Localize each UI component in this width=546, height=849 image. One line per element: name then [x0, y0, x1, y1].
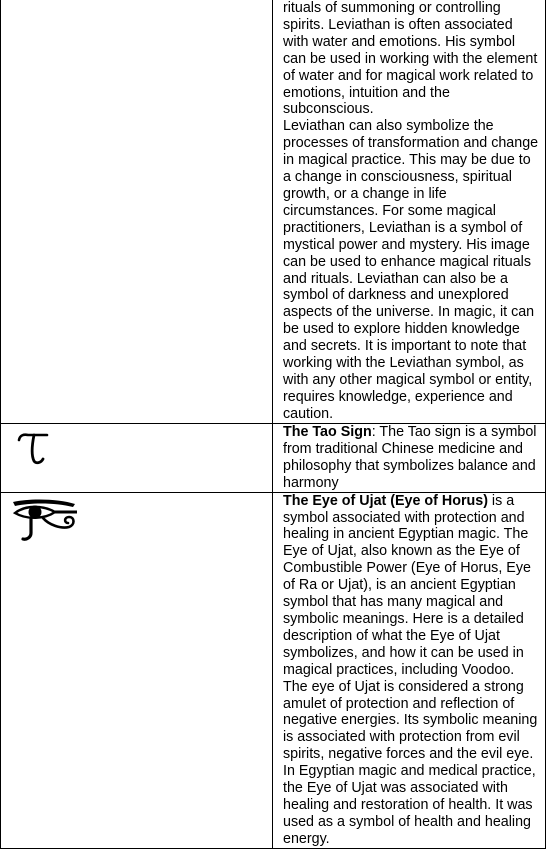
description-cell-tao: [273, 424, 546, 493]
symbol-cell-eye: [1, 492, 273, 848]
eye-term: The Eye of Ujat (Eye of Horus): [283, 492, 488, 509]
leviathan-paragraph-1: rituals of summoning or controlling spirits. Leviathan is often associated with water and emotions. His symbol can be used in working with the element of water and for magical work related to emotions, intuition and the subconscious.: [283, 0, 538, 118]
tau-icon: [13, 428, 53, 468]
tao-term: The Tao Sign: [283, 424, 372, 440]
eye-description: is a symbol associated with protection and healing in ancient Egyptian magic. The Eye of Ujat, also known as the Eye of Combustible Power (Eye of Horus, Eye of Ra or Ujat), is an ancient Egyptian symbol that has many magical and symbolic meanings. Here is a detailed description of what the Eye of Ujat symbolizes, and how it can be used in magical practices, including Voodoo. The eye of Ujat is considered a strong amulet of protection and reflection of negative energies. Its symbolic meaning is associated with protection from evil spirits, negative forces and the evil eye. In Egyptian magic and medical practice, the Eye of Ujat was associated with healing and restoration of health. It was used as a symbol of health and healing energy.: [283, 492, 538, 847]
symbol-cell-empty: [1, 0, 273, 424]
tao-description: : The Tao sign is a symbol from traditional Chinese medicine and philosophy that symbolizes balance and harmony: [283, 424, 537, 491]
eye-of-horus-icon: [9, 499, 79, 543]
leviathan-paragraph-2: Leviathan can also symbolize the processes of transformation and change in magical practice. This may be due to a change in consciousness, spiritual growth, or a change in life circumstances. For some magical practitioners, Leviathan is a symbol of mystical power and mystery. His image can be used to enhance magical rituals and rituals. Leviathan can also be a symbol of darkness and unexplored aspects of the universe. In magic, it can be used to explore hidden knowledge and secrets. It is important to note that working with the Leviathan symbol, as with any other magical symbol or entity, requires knowledge, experience and caution.: [283, 118, 539, 422]
table-row-eye-of-ujat: [1, 492, 546, 848]
table-row-leviathan: [1, 0, 546, 424]
table-row-tao-sign: [1, 424, 546, 493]
description-cell-eye: [273, 492, 546, 848]
symbol-cell-tao: [1, 424, 273, 493]
description-cell-leviathan: [273, 0, 546, 424]
